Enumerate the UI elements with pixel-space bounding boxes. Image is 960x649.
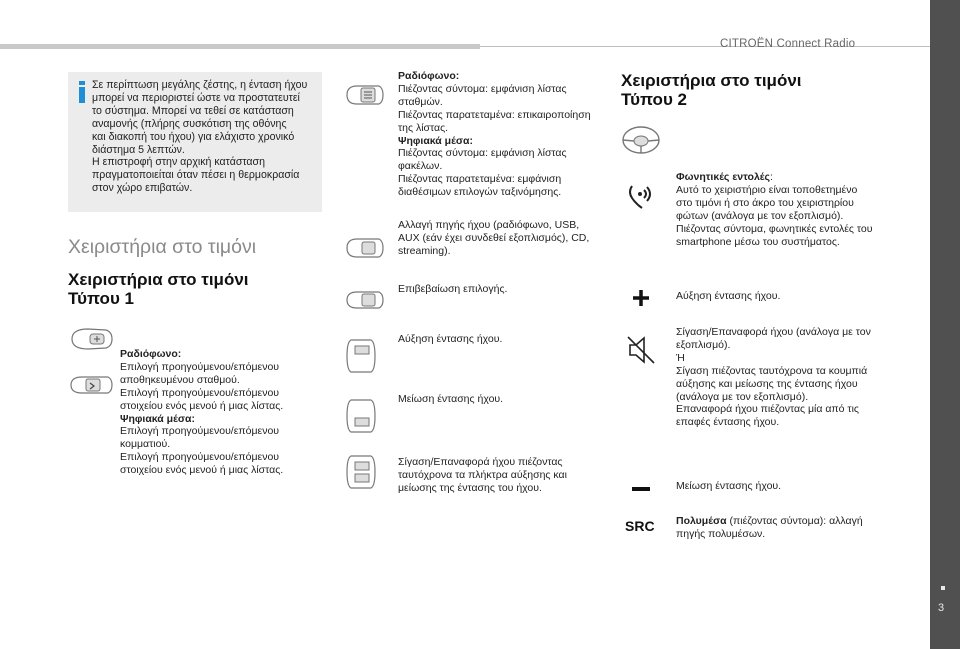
- mute-desc: Σίγαση/Επαναφορά ήχου (ανάλογα με τον εξοπλισμό). Ή Σίγαση πιέζοντας ταυτόχρονα τα κουμπιά αύξησης και μείωσης της έντασης ήχου (ανάλογα με τον εξοπλισμό). Επαναφορά ήχου πιέζοντας μία από τις επαφές έντασης ήχου.: [676, 326, 871, 429]
- src-desc: [676, 515, 896, 541]
- page-marker: [941, 586, 945, 590]
- source-button-icon: [345, 234, 385, 262]
- multimedia-heading: Πολυμέσα: [676, 515, 727, 527]
- steering-wheel-icon: [621, 125, 661, 155]
- info-icon: [79, 81, 85, 103]
- mute-icon: [624, 333, 658, 367]
- confirm-button-icon: [345, 288, 385, 312]
- side-strip: [930, 0, 960, 649]
- digital-media-heading: Ψηφιακά μέσα:: [398, 134, 473, 147]
- volume-up-stalk-icon: [345, 336, 377, 376]
- section-title: Χειριστήρια στο τιμόνι: [68, 236, 257, 258]
- voice-command-icon: [624, 182, 656, 212]
- col2-source-desc: Αλλαγή πηγής ήχου (ραδιόφωνο, USB, AUX (εάν έχει συνδεθεί εξοπλισμός), CD, streaming).: [398, 219, 590, 257]
- radio-body: Πιέζοντας σύντομα: εμφάνιση λίστας σταθμών. Πιέζοντας παρατεταμένα: επικαιροποίηση της λίστας.: [398, 82, 591, 134]
- type1-radio-desc: [120, 348, 320, 477]
- col2-volume-up-desc: Αύξηση έντασης ήχου.: [398, 333, 503, 345]
- volume-up-desc: Αύξηση έντασης ήχου.: [676, 290, 781, 302]
- col2-volume-down-desc: Μείωση έντασης ήχου.: [398, 393, 504, 405]
- type2-title: Χειριστήρια στο τιμόνι Τύπου 2: [621, 71, 802, 109]
- scroll-wheel-icon: [345, 80, 385, 110]
- plus-icon: [631, 288, 651, 308]
- col2-confirm-desc: Επιβεβαίωση επιλογής.: [398, 283, 508, 295]
- mute-stalk-icon: [345, 452, 377, 492]
- digital-media-body: Πιέζοντας σύντομα: εμφάνιση λίστας φακέλων. Πιέζοντας παρατεταμένα: εμφάνιση διαθέσιμων επιλογών ταξινόμησης.: [398, 147, 567, 199]
- radio-heading: Ραδιόφωνο:: [398, 70, 460, 82]
- top-rule-thin: [480, 46, 930, 47]
- running-header: CITROËN Connect Radio: [720, 38, 856, 50]
- page-number: 3: [938, 602, 945, 614]
- radio-body: Επιλογή προηγούμενου/επόμενου αποθηκευμένου σταθμού. Επιλογή προηγούμενου/επόμενου στοιχείου ενός μενού ή μιας λίστας.: [120, 360, 284, 412]
- voice-heading: Φωνητικές εντολές: [676, 171, 770, 183]
- steering-control-top-icon: [68, 326, 114, 352]
- col2-mute-desc: Σίγαση/Επαναφορά ήχου πιέζοντας ταυτόχρονα τα πλήκτρα αύξησης και μείωσης της έντασης του ήχου.: [398, 456, 567, 494]
- steering-control-side-icon: [68, 374, 114, 396]
- voice-body: : Αυτό το χειριστήριο είναι τοποθετημένο στο τιμόνι ή στο άκρο του χειριστηρίου φώτων (ανάλογα με τον εξοπλισμό). Πιέζοντας σύντομα, φωνητικές εντολές του smartphone μέσω του συστήματος.: [676, 171, 873, 248]
- col2-radio-desc: [398, 70, 608, 199]
- type1-title: Χειριστήρια στο τιμόνι Τύπου 1: [68, 270, 249, 308]
- volume-down-desc: Μείωση έντασης ήχου.: [676, 480, 782, 492]
- info-box: [68, 72, 322, 212]
- digital-media-body: Επιλογή προηγούμενου/επόμενου κομματιού. Επιλογή προηγούμενου/επόμενου στοιχείου ενός μενού ή μιας λίστας.: [120, 425, 284, 477]
- digital-media-heading: Ψηφιακά μέσα:: [120, 412, 195, 425]
- top-rule-thick: [0, 44, 480, 49]
- multimedia-body: (πιέζοντας σύντομα): αλλαγή πηγής πολυμέσων.: [676, 515, 863, 540]
- radio-heading: Ραδιόφωνο:: [120, 348, 182, 360]
- voice-command-desc: [676, 171, 896, 248]
- volume-down-stalk-icon: [345, 396, 377, 436]
- info-text: Σε περίπτωση μεγάλης ζέστης, η ένταση ήχου μπορεί να περιοριστεί ώστε να προστατευτεί το σύστημα. Μπορεί να τεθεί σε κατάσταση αναμονής (πλήρης συσκότιση της οθόνης και διακοπή του ήχου) για ελάχιστο χρονικό διάστημα 5 λεπτών. Η επιστροφή στην αρχική κατάσταση πραγματοποιείται όταν πέσει η θερμοκρασία στον χώρο επιβατών.: [92, 79, 308, 195]
- src-icon: SRC: [625, 518, 655, 534]
- minus-icon: [631, 484, 651, 494]
